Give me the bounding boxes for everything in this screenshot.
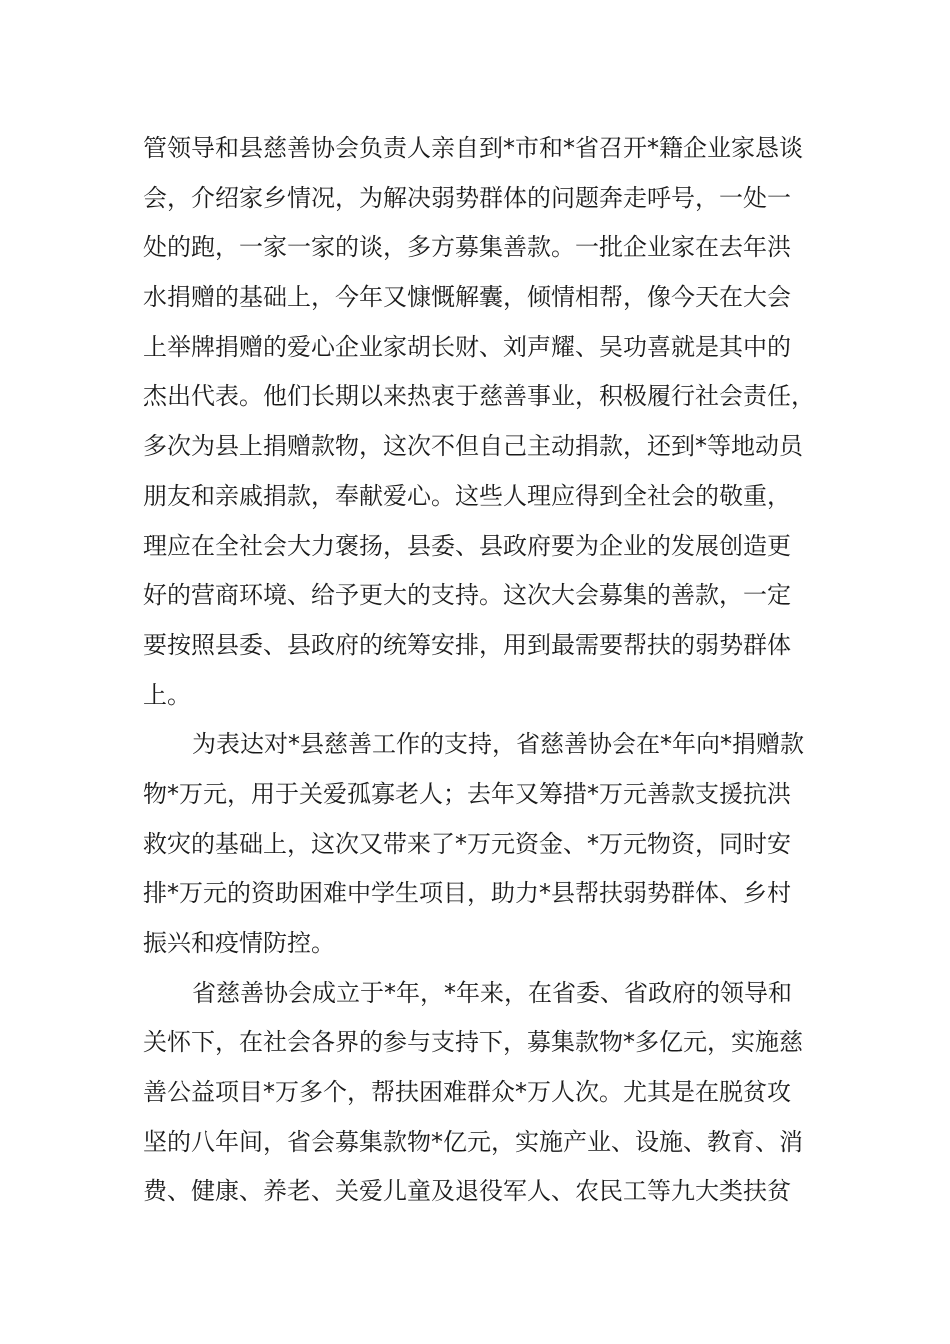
text-line: 救灾的基础上，这次又带来了*万元资金、*万元物资，同时安 [143, 829, 791, 858]
text-line: 排*万元的资助困难中学生项目，助力*县帮扶弱势群体、乡村 [143, 879, 791, 908]
text-line: 善公益项目*万多个，帮扶困难群众*万人次。尤其是在脱贫攻 [143, 1078, 791, 1107]
text-line: 处的跑，一家一家的谈，多方募集善款。一批企业家在去年洪 [143, 233, 791, 262]
text-line: 振兴和疫情防控。 [143, 929, 335, 957]
text-line: 管领导和县慈善协会负责人亲自到*市和*省召开*籍企业家恳谈 [143, 134, 803, 162]
text-line: 上。 [143, 680, 191, 709]
text-line: 费、健康、养老、关爱儿童及退役军人、农民工等九大类扶贫 [143, 1177, 791, 1206]
text-line: 要按照县委、县政府的统筹安排，用到最需要帮扶的弱势群体 [143, 630, 791, 659]
text-line: 上举牌捐赠的爱心企业家胡长财、刘声耀、吴功喜就是其中的 [143, 332, 791, 361]
text-line: 会，介绍家乡情况，为解决弱势群体的问题奔走呼号，一处一 [143, 183, 791, 212]
text-line: 理应在全社会大力褒扬，县委、县政府要为企业的发展创造更 [143, 531, 791, 560]
text-line: 朋友和亲戚捐款，奉献爱心。这些人理应得到全社会的敬重， [143, 481, 791, 510]
text-line: 坚的八年间，省会募集款物*亿元，实施产业、设施、教育、消 [143, 1127, 803, 1156]
text-line: 水捐赠的基础上，今年又慷慨解囊，倾情相帮，像今天在大会 [143, 283, 791, 312]
paragraph-first-line: 省慈善协会成立于*年，*年来，在省委、省政府的领导和 [192, 978, 792, 1007]
text-line: 杰出代表。他们长期以来热衷于慈善事业，积极履行社会责任， [143, 382, 815, 411]
paragraph-first-line: 为表达对*县慈善工作的支持，省慈善协会在*年向*捐赠款 [192, 730, 804, 759]
body-text [143, 124, 815, 1217]
text-line: 物*万元，用于关爱孤寡老人；去年又筹措*万元善款支援抗洪 [143, 779, 791, 808]
text-line: 好的营商环境、给予更大的支持。这次大会募集的善款，一定 [143, 581, 791, 610]
text-line: 多次为县上捐赠款物，这次不但自己主动捐款，还到*等地动员 [143, 432, 803, 461]
text-line: 关怀下，在社会各界的参与支持下，募集款物*多亿元，实施慈 [143, 1028, 803, 1057]
